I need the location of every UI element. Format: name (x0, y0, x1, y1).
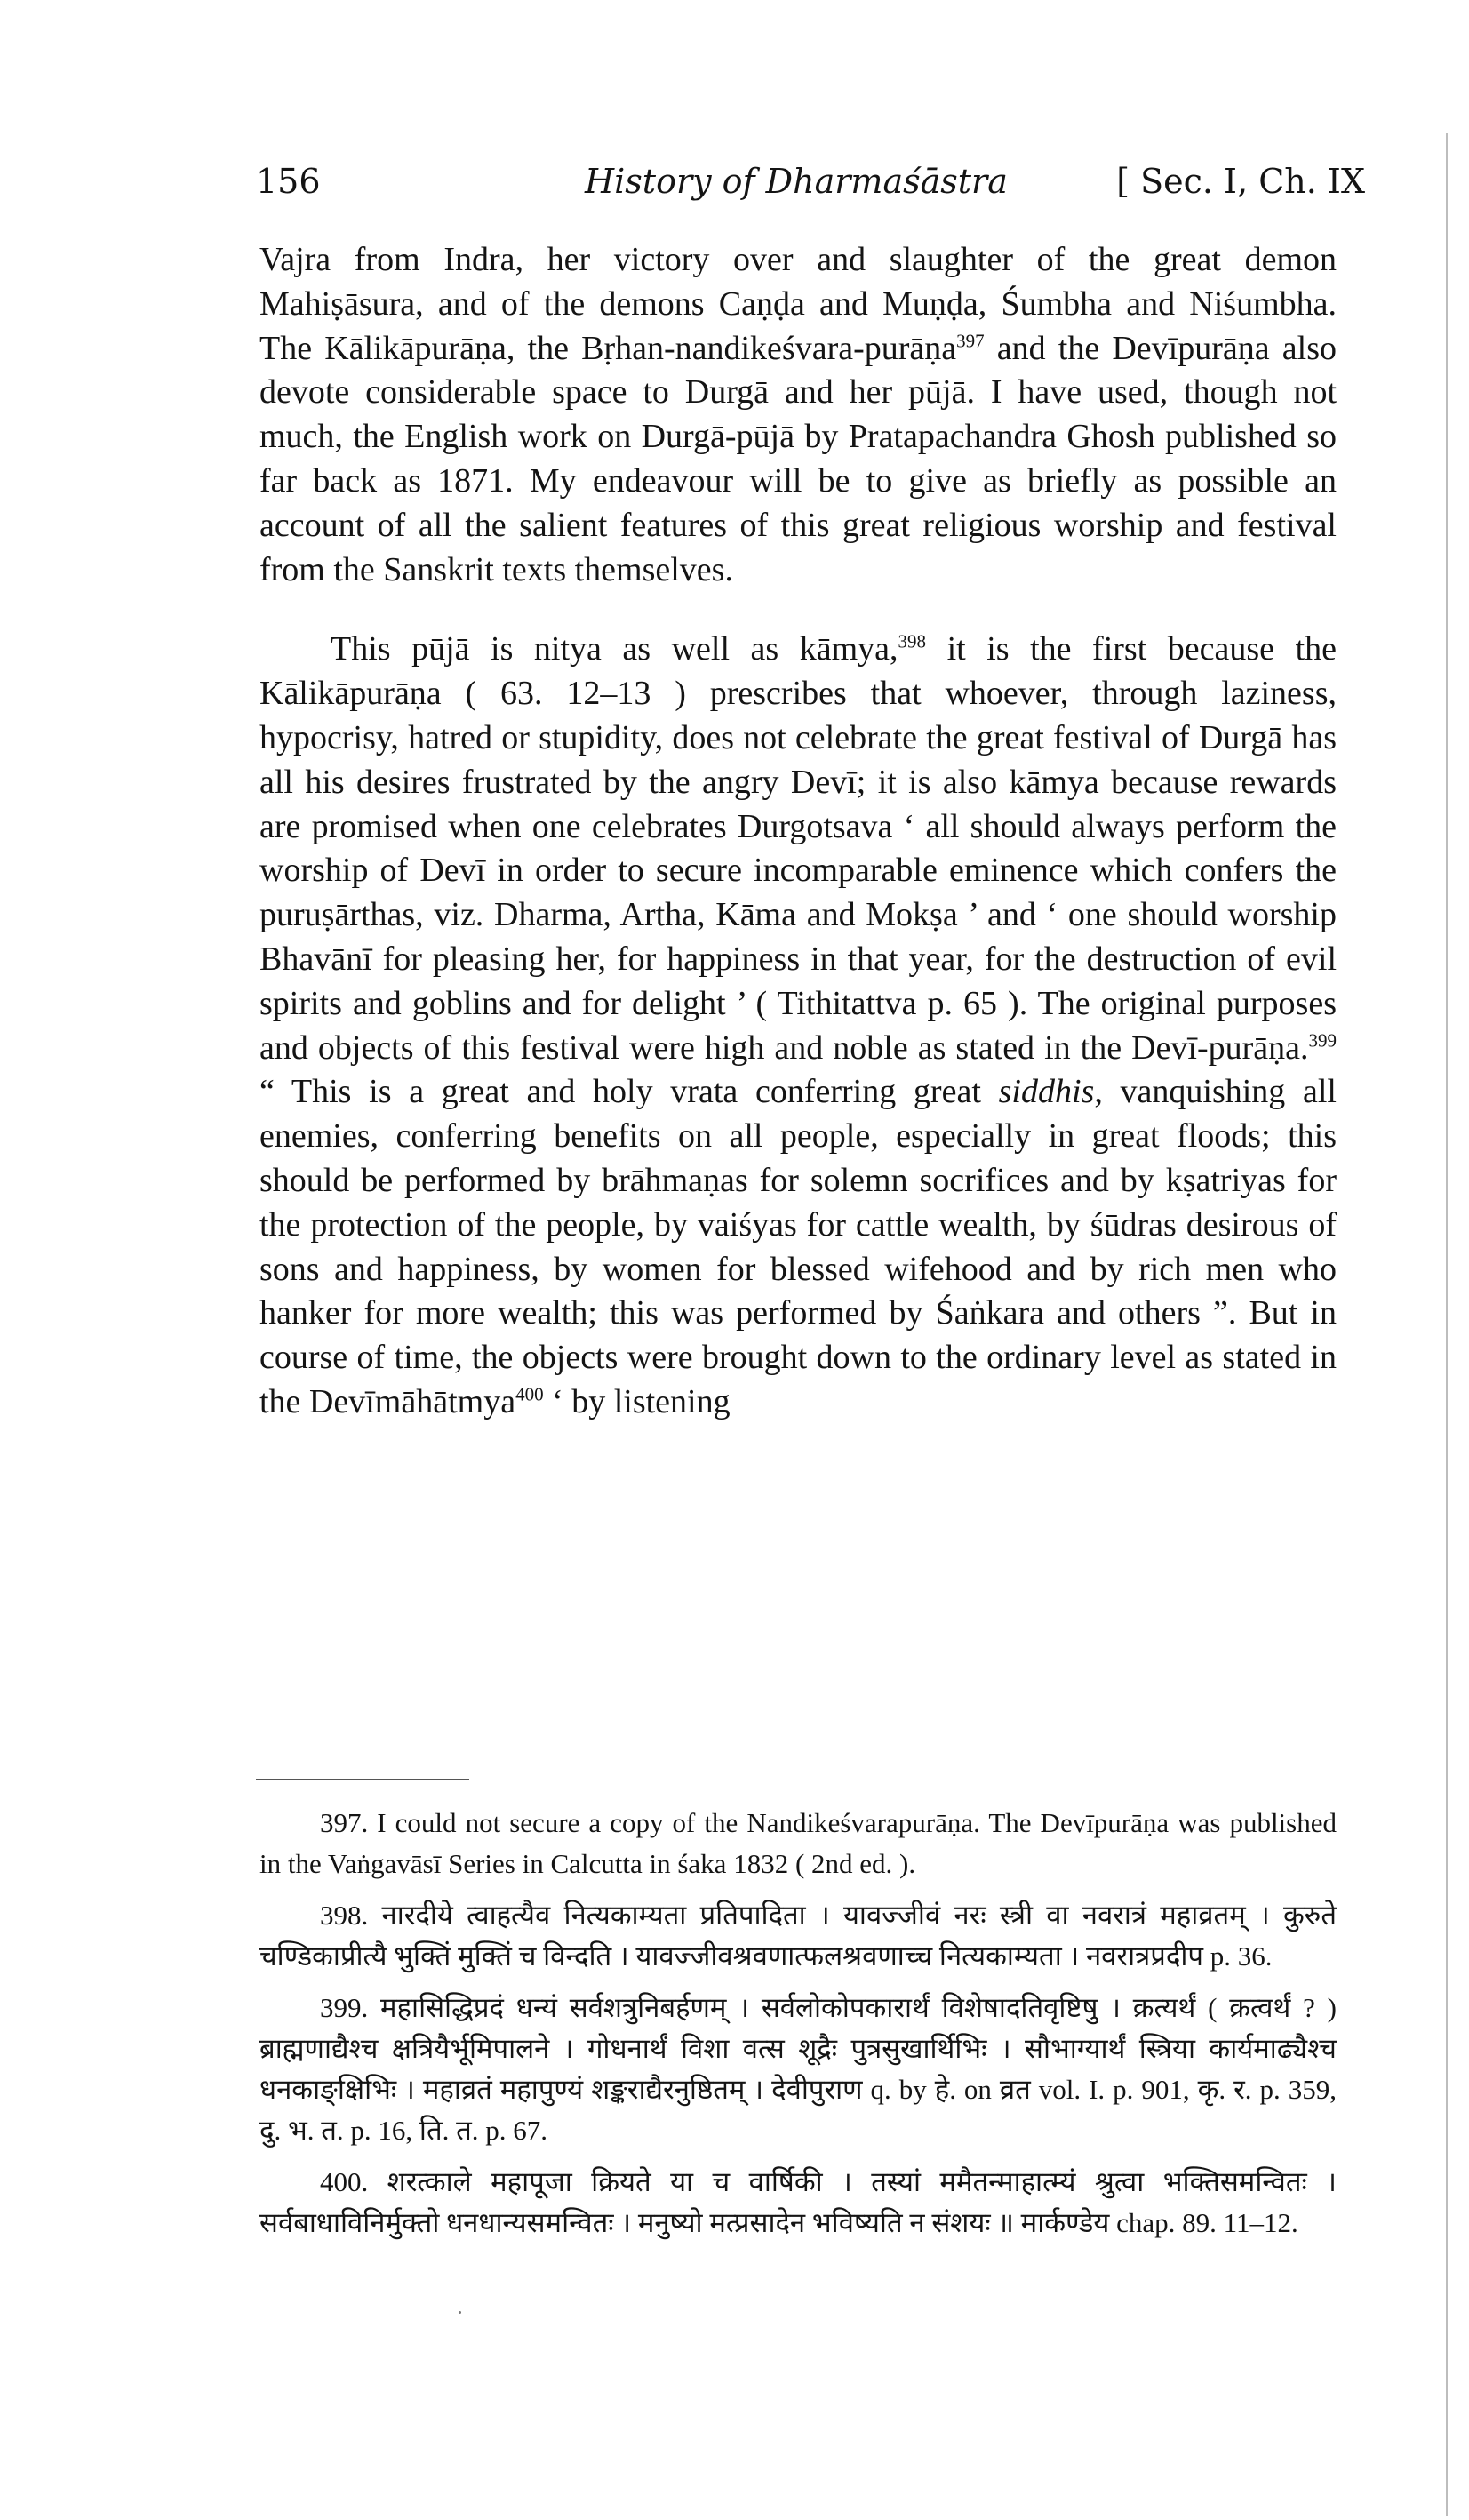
footnote-ref-400: 400 (515, 1383, 544, 1405)
footnote-ref-399: 399 (1308, 1028, 1337, 1051)
footnote-ref-397: 397 (956, 329, 985, 351)
main-text (259, 238, 1337, 1425)
paragraph-2-text-c: “ This is a great and holy vrata conferring great (259, 1073, 999, 1111)
footnote-ref-398: 398 (898, 630, 927, 652)
paragraph-2 (259, 628, 1337, 1424)
scan-speck (459, 2311, 461, 2314)
footnote-398: 398. नारदीये त्वाहत्यैव नित्यकाम्यता प्रतिपादिता । यावज्जीवं नरः स्त्री वा नवरात्रं महाव्रतम् । कुरुते चण्डिकाप्रीत्यै भुक्तिं मुक्तिं च विन्दति । यावज्जीवश्रवणात्फलश्रवणाच्च नित्यकाम्यता । नवरात्रप्रदीप p. 36. (259, 1900, 1337, 1972)
book-title: History of Dharmaśāstra (585, 162, 1008, 201)
paragraph-1-text-cont: and the Devīpurāṇa also devote considerable space to Durgā and her pūjā. I have used, though not much, the English work on Durgā-pūjā by Pratapachandra Ghosh published so far back as 1871. My endeavour will be to give as briefly as possible an account of all the salient features of this great religious worship and festival from the Sanskrit texts themselves. (259, 329, 1337, 588)
footnote-399: 399. महासिद्धिप्रदं धन्यं सर्वशत्रुनिबर्हणम् । सर्वलोकोपकारार्थं विशेषादतिवृष्टिषु । क्रत्यर्थं ( क्रत्वर्थं ? ) ब्राह्मणाद्यैश्च क्षत्रियैर्भूमिपालने । गोधनार्थं विशा वत्स शूद्रैः पुत्रसुखार्थिभिः । सौभाग्यार्थं स्त्रिया कार्यमाढ्यैश्च धनकाङ्क्षिभिः । महाव्रतं महापुण्यं शङ्कराद्यैरनुष्ठितम् । देवीपुराण q. by हे. on व्रत vol. I. p. 901, कृ. र. p. 359, दु. भ. त. p. 16, ति. त. p. 67. (259, 1992, 1337, 2146)
page-number: 156 (256, 162, 321, 201)
footnotes (259, 1803, 1337, 2254)
section-label: [ Sec. I, Ch. IX (1116, 162, 1365, 201)
footnote-400: 400. शरत्काले महापूजा क्रियते या च वार्षिकी । तस्यां ममैतन्माहात्म्यं श्रुत्वा भक्तिसमन्वितः । सर्वबाधाविनिर्मुक्तो धनधान्यसमन्वितः । मनुष्यो मत्प्रसादेन भविष्यति न संशयः ॥ मार्कण्डेय chap. 89. 11–12. (259, 2166, 1337, 2238)
footnote-397: 397. I could not secure a copy of the Nandikeśvarapurāṇa. The Devīpurāṇa was published in the Vaṅgavāsī Series in Calcutta in śaka 1832 ( 2nd ed. ). (259, 1807, 1337, 1879)
paragraph-1 (259, 238, 1337, 592)
paragraph-2-text-d: , vanquishing all enemies, conferring benefits on all people, especially in great floods; this should be performed by brāhmaṇas for solemn socrifices and by kṣatriyas for the protection of the people, by vaiśyas for cattle wealth, by śūdras desirous of sons and happiness, by women for blessed wifehood and by rich men who hanker for more wealth; this was performed by Śaṅkara and others ”. But in course of time, the objects were brought down to the ordinary level as stated in the Devīmāhātmya (259, 1073, 1337, 1420)
footnote-separator (256, 1779, 469, 1780)
italic-term-siddhis: siddhis (998, 1073, 1095, 1111)
paragraph-2-text-b: it is the first because the Kālikāpurāṇa ( 63. 12–13 ) prescribes that whoever, through laziness, hypocrisy, hatred or stupidity, does not celebrate the great festival of Durgā has all his desires frustrated by the angry Devī; it is also kāmya because rewards are promised when one celebrates Durgotsava ‘ all should always perform the worship of Devī in order to secure incomparable eminence which confers the puruṣārthas, viz. Dharma, Artha, Kāma and Mokṣa ’ and ‘ one should worship Bhavānī for pleasing her, for happiness in that year, for the destruction of evil spirits and goblins and for delight ’ ( Tithitattva p. 65 ). The original purposes and objects of this festival were high and noble as stated in the Devī-purāṇa. (259, 630, 1337, 1067)
paragraph-2-text-a: This pūjā is nitya as well as kāmya, (331, 630, 898, 668)
paragraph-2-text-e: ‘ by listening (543, 1382, 731, 1420)
running-head (256, 162, 1365, 215)
paragraph-1-text: Vajra from Indra, her victory over and slaughter of the great demon Mahiṣāsura, and of the demons Caṇḍa and Muṇḍa, Śumbha and Niśumbha. The Kālikāpurāṇa, the Bṛhan-nandikeśvara-purāṇa (259, 241, 1337, 367)
page-edge-line (1446, 133, 1448, 2516)
